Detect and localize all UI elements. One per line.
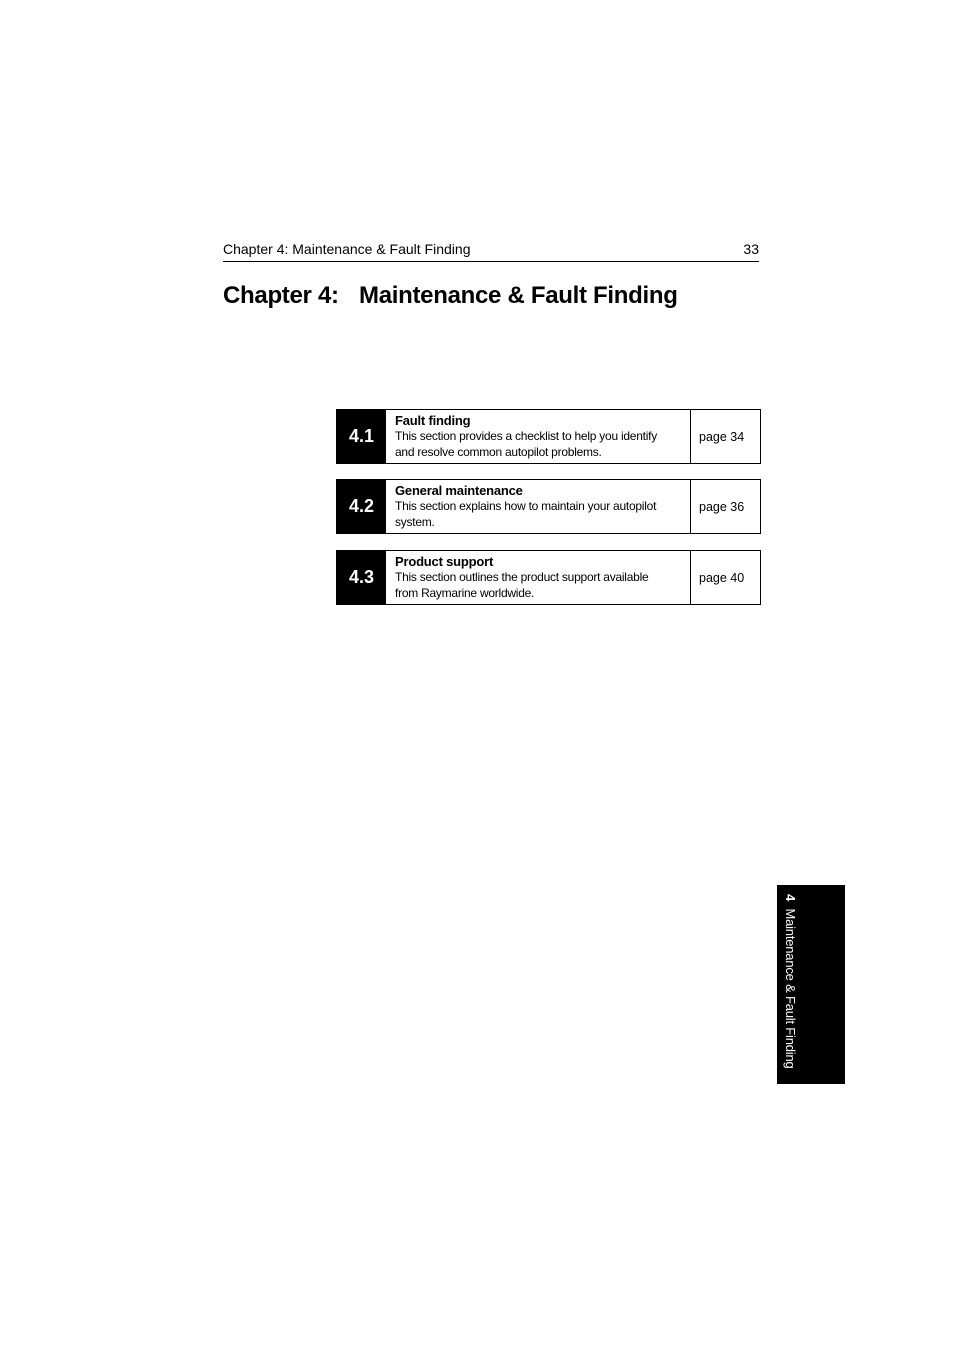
chapter-thumb-tab xyxy=(777,885,845,1084)
chapter-number-label: Chapter 4: xyxy=(223,282,339,309)
section-body xyxy=(386,410,691,463)
thumb-tab-text xyxy=(783,894,798,1069)
section-description-line: This section provides a checklist to help you identify xyxy=(395,429,657,443)
section-description-line: This section explains how to maintain your autopilot xyxy=(395,499,657,513)
section-description-line: This section outlines the product support available xyxy=(395,570,649,584)
section-body xyxy=(386,551,691,604)
chapter-heading xyxy=(223,280,678,312)
section-entry-general-maintenance[interactable] xyxy=(336,479,761,534)
section-title: General maintenance xyxy=(395,483,523,498)
chapter-title: Maintenance & Fault Finding xyxy=(359,282,678,309)
section-description-line: from Raymarine worldwide. xyxy=(395,586,535,600)
section-number: 4.3 xyxy=(337,551,386,604)
section-description-line: system. xyxy=(395,515,435,529)
thumb-tab-number: 4 xyxy=(783,894,798,902)
running-header-page-number: 33 xyxy=(743,241,759,257)
section-number: 4.1 xyxy=(337,410,386,463)
section-entry-fault-finding[interactable] xyxy=(336,409,761,464)
thumb-tab-label: Maintenance & Fault Finding xyxy=(783,908,798,1069)
section-description-line: and resolve common autopilot problems. xyxy=(395,445,602,459)
section-entry-product-support[interactable] xyxy=(336,550,761,605)
running-header-title: Chapter 4: Maintenance & Fault Finding xyxy=(223,241,471,257)
running-header xyxy=(223,239,759,262)
section-page-reference[interactable]: page 34 xyxy=(699,429,745,444)
section-number: 4.2 xyxy=(337,480,386,533)
section-title: Fault finding xyxy=(395,413,471,428)
section-title: Product support xyxy=(395,554,494,569)
section-page-reference[interactable]: page 36 xyxy=(699,499,745,514)
section-body xyxy=(386,480,691,533)
section-page-reference[interactable]: page 40 xyxy=(699,570,745,585)
